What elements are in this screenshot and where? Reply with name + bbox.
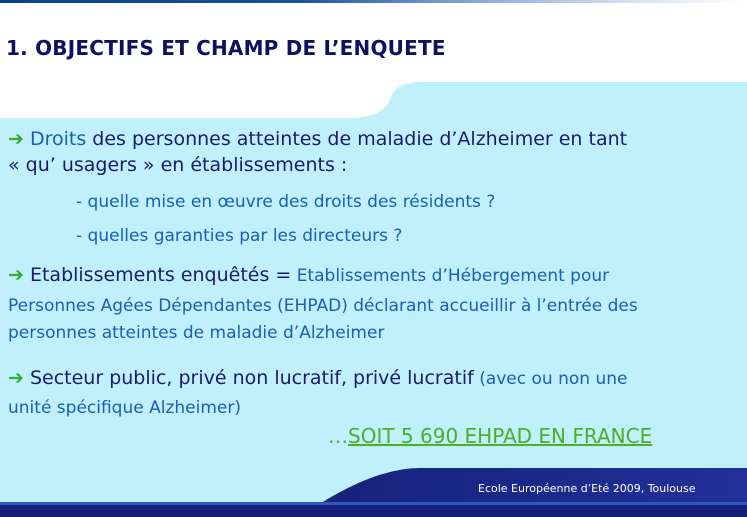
section1-sub2: - quelles garanties par les directeurs ? — [76, 226, 403, 246]
section1-text: des personnes atteintes de maladie d’Alzheimer en tant — [86, 128, 628, 150]
section1-line1 — [8, 128, 627, 150]
section3-line2: unité spécifique Alzheimer) — [8, 398, 241, 418]
section2-line2: Personnes Agées Dépendantes (EHPAD) déclarant accueillir à l’entrée des — [8, 296, 638, 316]
arrow-right-icon: ➔ — [8, 128, 24, 150]
section3-label: Secteur public, privé non lucratif, privé lucratif — [29, 367, 474, 389]
section3-text1: (avec ou non une — [473, 369, 628, 389]
section2-line3: personnes atteintes de maladie d’Alzheimer — [8, 323, 385, 343]
section1-keyword: Droits — [29, 128, 87, 150]
conclusion-prefix: … — [328, 424, 348, 448]
section2-label: Etablissements enquêtés = — [29, 264, 292, 286]
slide-title: 1. OBJECTIFS ET CHAMP DE L’ENQUETE — [6, 36, 446, 60]
section3-line1 — [8, 367, 627, 389]
footer-text: Ecole Européenne d’Eté 2009, Toulouse — [478, 482, 696, 495]
section1-line2: « qu’ usagers » en établissements : — [8, 154, 348, 176]
conclusion-text: SOIT 5 690 EHPAD EN FRANCE — [348, 424, 653, 448]
arrow-right-icon: ➔ — [8, 264, 24, 286]
section2-line1 — [8, 264, 609, 286]
conclusion — [328, 424, 652, 448]
section1-sub1: - quelle mise en œuvre des droits des résidents ? — [76, 192, 496, 212]
arrow-right-icon: ➔ — [8, 367, 24, 389]
section2-text1: Etablissements d’Hébergement pour — [291, 266, 610, 286]
